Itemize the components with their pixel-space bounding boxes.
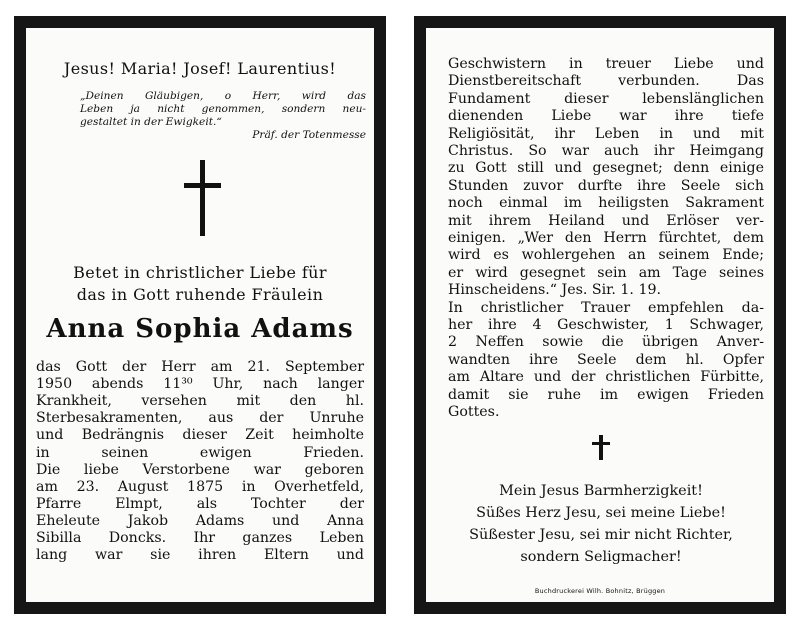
- quote-source: Präf. der Totenmesse: [252, 129, 366, 141]
- prayer-line: sondern Seligmacher!: [520, 549, 682, 565]
- text-line: Fundament dieser lebenslänglichen: [448, 90, 764, 107]
- text-line: Dienstbereitschaft verbunden. Das: [448, 73, 764, 90]
- text-line: Krankheit, versehen mit den hl.: [36, 393, 364, 410]
- text-line: das Gott der Herr am 21. September: [36, 359, 364, 375]
- text-line: wird es wohlergehen an seinem Ende;: [448, 247, 764, 264]
- deceased-name: Anna Sophia Adams: [46, 314, 354, 344]
- text-line: 1950 abends 11³⁰ Uhr, nach langer: [36, 376, 364, 393]
- text-line: am Altare und der christlichen Fürbitte,: [448, 369, 764, 386]
- intro-line: Betet in christlicher Liebe für: [73, 263, 327, 282]
- heading: Jesus! Maria! Josef! Laurentius!: [63, 59, 337, 78]
- text-line: wandten ihre Seele dem hl. Opfer: [448, 351, 764, 368]
- right-card-page: [426, 28, 774, 602]
- text-line: Eheleute Jakob Adams und Anna: [36, 512, 364, 529]
- text-line: und Bedrängnis dieser Zeit heimholte: [36, 427, 364, 444]
- text-line: noch einmal im heiligsten Sakrament: [448, 195, 764, 212]
- text-line: Religiösität, ihr Leben in und mit: [448, 125, 764, 142]
- prayer-line: Mein Jesus Barmherzigkeit!: [499, 483, 703, 499]
- quote-line: gestaltet in der Ewigkeit.“: [80, 116, 222, 128]
- prayer-line: Süßester Jesu, sei mir nicht Richter,: [469, 527, 733, 543]
- text-line: dienenden Liebe war ihre tiefe: [448, 108, 764, 125]
- quote-line: Leben ja nicht genommen, sondern neu-: [80, 103, 366, 115]
- text-line: Sibilla Doncks. Ihr ganzes Leben: [36, 530, 364, 546]
- text-line: zu Gott still und gesegnet; denn einige: [448, 160, 764, 177]
- left-card-page: [26, 28, 374, 602]
- text-line: Die liebe Verstorbene war geboren: [36, 461, 364, 478]
- text-line: damit sie ruhe im ewigen Frieden: [448, 386, 764, 403]
- prayer-line: Süßes Herz Jesu, sei meine Liebe!: [476, 505, 726, 521]
- text-line: in seinen ewigen Frieden.: [36, 444, 364, 461]
- text-line: Stunden zuvor durfte ihre Seele sich: [448, 177, 764, 194]
- text-line: Sterbesakramenten, aus der Unruhe: [36, 410, 364, 427]
- printer-credit: Buchdruckerei Wilh. Bohnitz, Brüggen: [534, 587, 666, 595]
- text-line: her ihre 4 Geschwister, 1 Schwager,: [448, 317, 764, 333]
- text-line: Christus. So war auch ihr Heimgang: [448, 143, 764, 159]
- text-line: Geschwistern in treuer Liebe und: [448, 56, 764, 72]
- text-line: lang war sie ihren Eltern und: [36, 547, 364, 564]
- text-line: Gottes.: [448, 404, 500, 420]
- text-line: er wird gesegnet sein am Tage seines: [448, 264, 764, 281]
- right-card: [414, 16, 786, 614]
- text-line: Pfarre Elmpt, als Tochter der: [36, 495, 364, 512]
- quote-line: „Deinen Gläubigen, o Herr, wird das: [80, 90, 366, 102]
- text-line: am 23. August 1875 in Overhetfeld,: [36, 478, 364, 495]
- text-line: mit ihrem Heiland und Erlöser ver-: [448, 212, 764, 229]
- text-line: 2 Neffen sowie die übrigen Anver-: [448, 334, 764, 351]
- text-line: Hinscheidens.“ Jes. Sir. 1. 19.: [448, 282, 662, 299]
- text-line: In christlicher Trauer empfehlen da-: [448, 299, 764, 316]
- intro-line: das in Gott ruhende Fräulein: [76, 285, 324, 304]
- text-line: einigen. „Wer den Herrn fürchtet, dem: [448, 230, 764, 246]
- left-card: [14, 16, 386, 614]
